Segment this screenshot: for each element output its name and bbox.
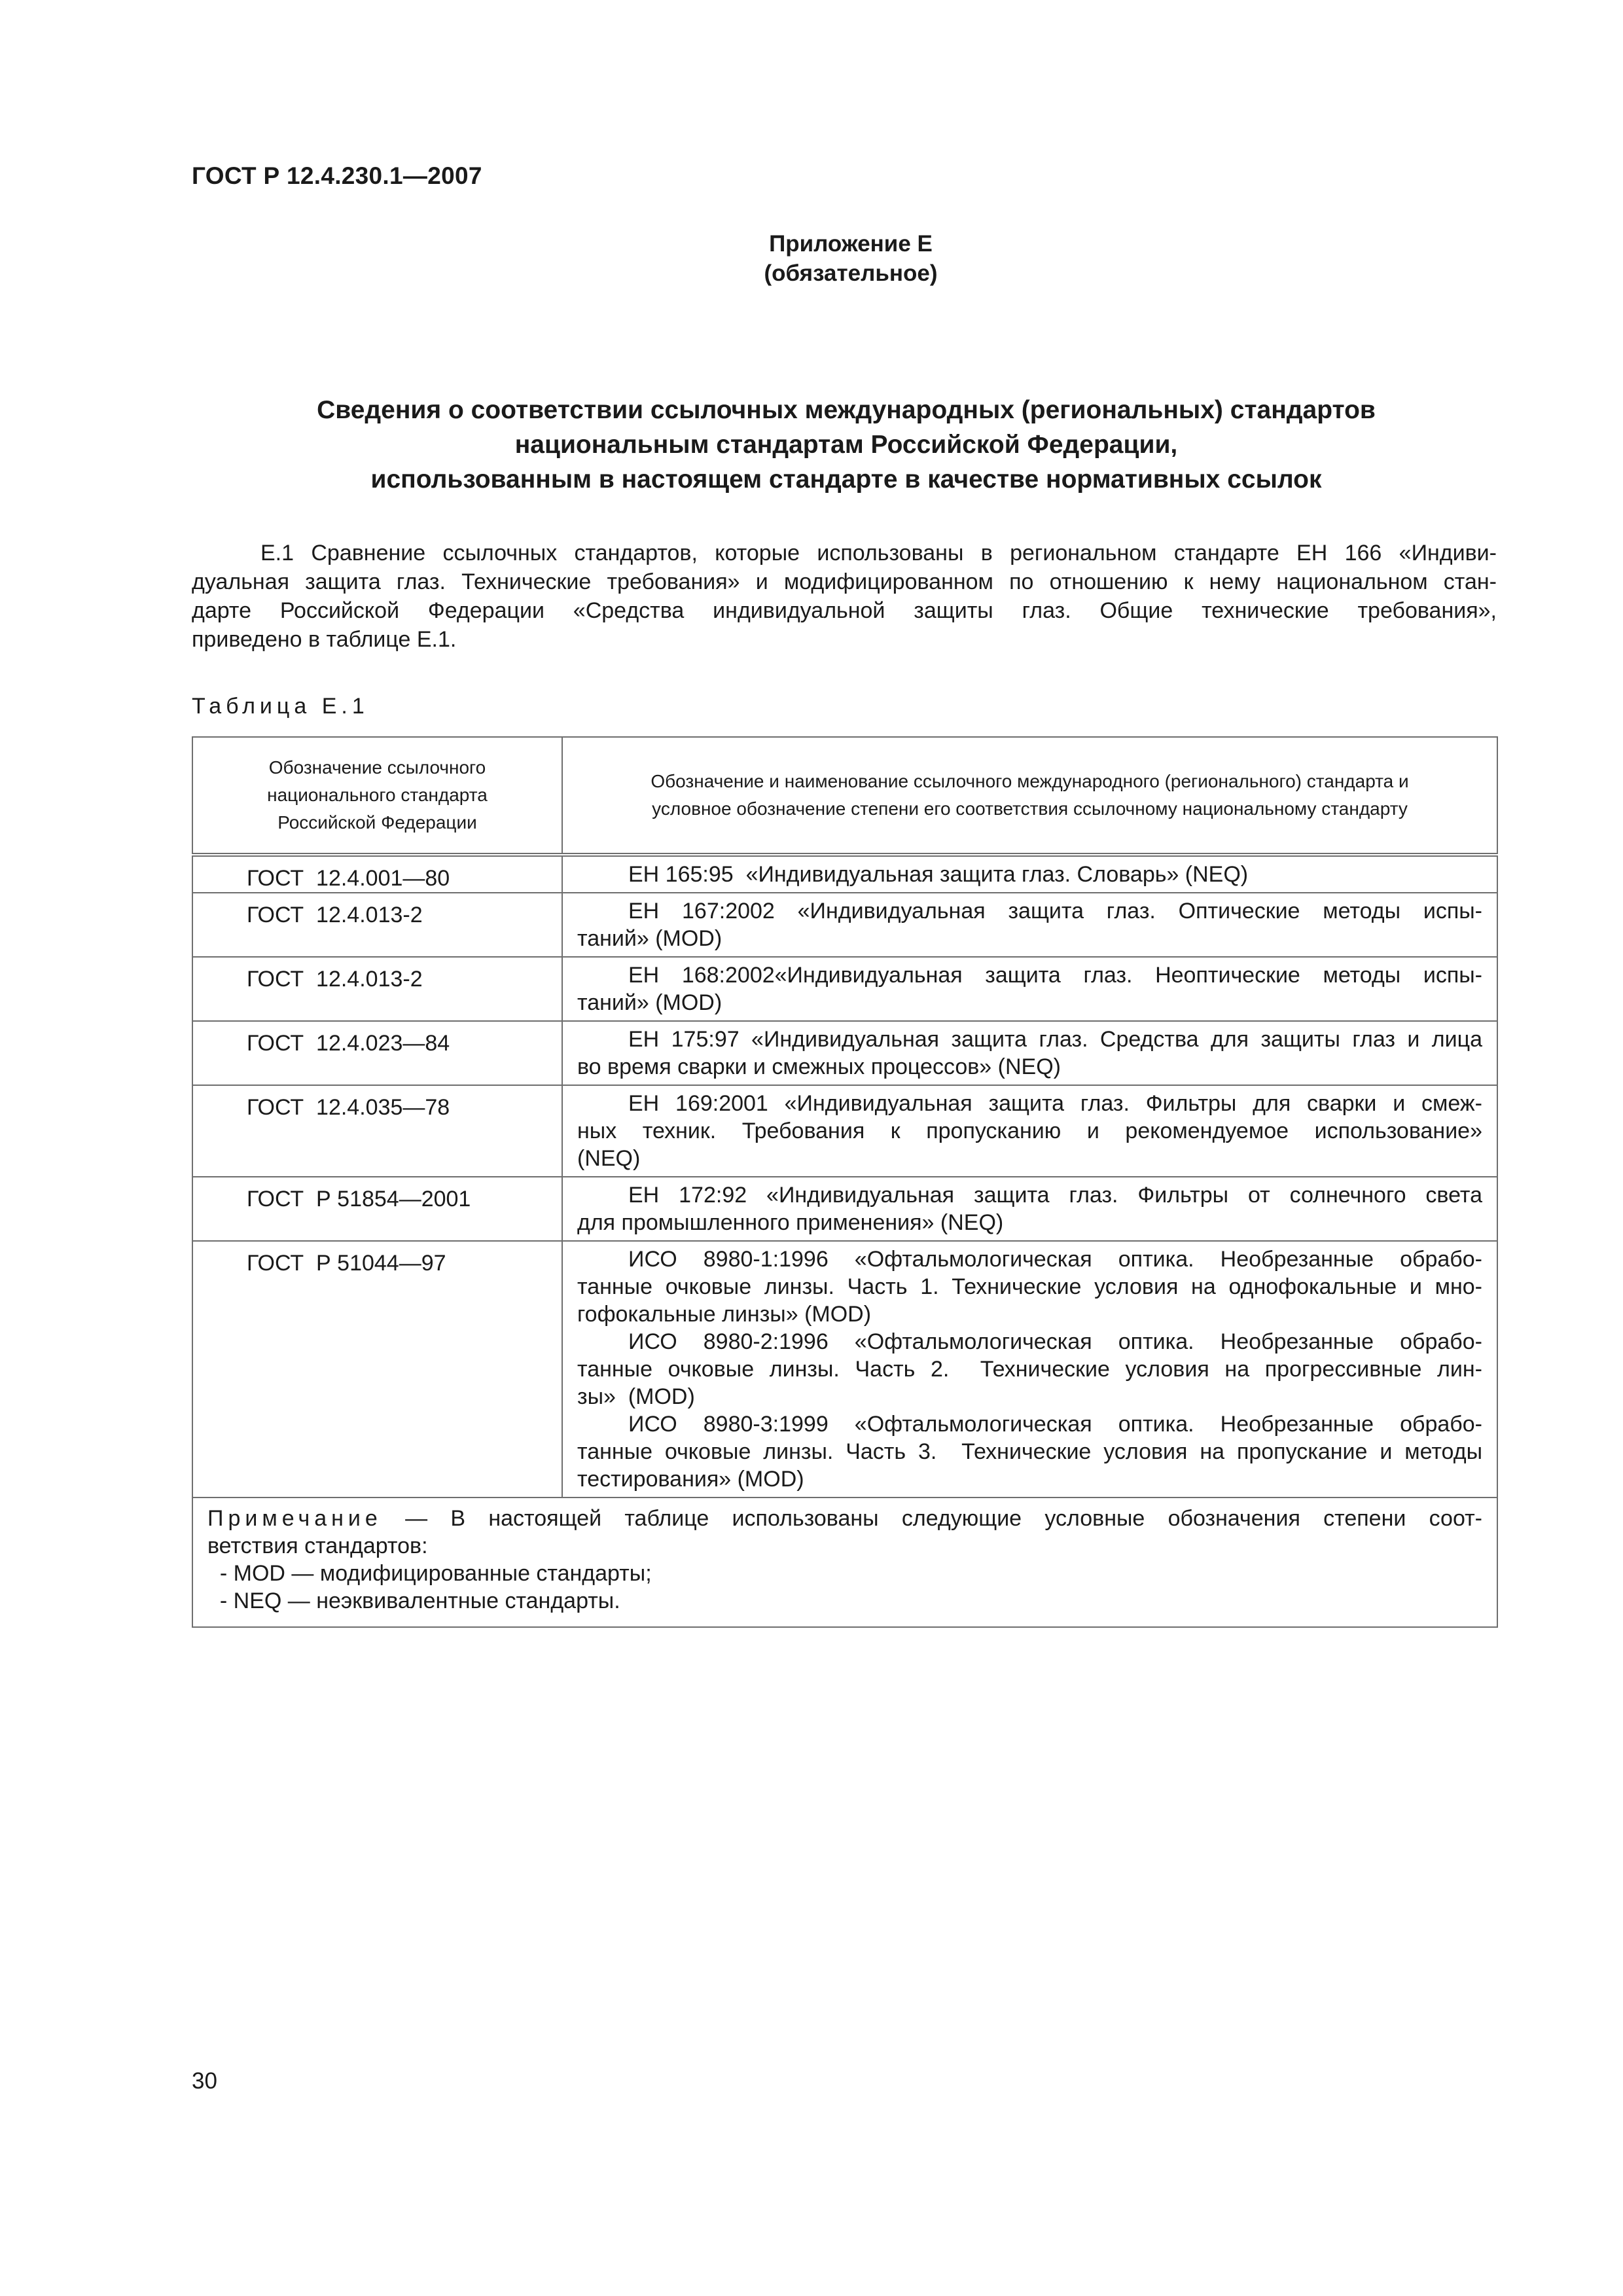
appendix-status: (обязательное) <box>764 260 938 286</box>
description-paragraph <box>577 1246 1482 1328</box>
header-international-standard <box>562 737 1497 855</box>
document-code: ГОСТ Р 12.4.230.1—2007 <box>192 162 482 189</box>
table-row <box>192 957 1497 1021</box>
national-standard-code: ГОСТ Р 51044—97 <box>192 1241 562 1498</box>
reference-standard-description <box>562 1085 1497 1177</box>
description-line: таний» (MOD) <box>577 990 722 1015</box>
description-paragraph <box>577 861 1482 888</box>
note-item-neq: - NEQ — неэквивалентные стандарты. <box>207 1588 620 1613</box>
national-standard-code: ГОСТ 12.4.035—78 <box>192 1085 562 1177</box>
description-line: зы» (MOD) <box>577 1384 695 1409</box>
reference-standard-description <box>562 1021 1497 1085</box>
description-line: (NEQ) <box>577 1146 641 1171</box>
description-line: гофокальные линзы» (MOD) <box>577 1302 872 1327</box>
description-line: ЕН 165:95 «Индивидуальная защита глаз. Словарь» (NEQ) <box>628 862 1249 887</box>
description-paragraph <box>577 1090 1482 1172</box>
heading-line: Сведения о соответствии ссылочных международных (региональных) стандартов <box>317 396 1376 424</box>
description-line: ИСО 8980-2:1996 «Офтальмологическая оптика. Необрезанные обрабо- <box>628 1329 1482 1354</box>
description-paragraph <box>577 1181 1482 1236</box>
national-standard-code: ГОСТ 12.4.013-2 <box>192 893 562 957</box>
header-line: национального стандарта <box>267 785 488 805</box>
appendix-label <box>654 229 1047 288</box>
description-line: танные очковые линзы. Часть 1. Технические условия на однофокальные и мно- <box>577 1274 1482 1299</box>
page-number: 30 <box>192 2068 217 2094</box>
intro-line: дуальная защита глаз. Технические требования» и модифицированном по отношению к нему национальном стан- <box>192 569 1497 594</box>
description-line: тестирования» (MOD) <box>577 1467 804 1492</box>
reference-standard-description <box>562 855 1497 893</box>
national-standard-code: ГОСТ 12.4.013-2 <box>192 957 562 1021</box>
description-line: ЕН 169:2001 «Индивидуальная защита глаз. Фильтры для сварки и смеж- <box>628 1091 1482 1116</box>
description-paragraph <box>577 961 1482 1016</box>
description-line: ЕН 167:2002 «Индивидуальная защита глаз. Оптические методы испы- <box>628 899 1482 924</box>
intro-paragraph <box>192 539 1497 654</box>
appendix-heading <box>192 393 1501 497</box>
intro-line: приведено в таблице Е.1. <box>192 627 457 652</box>
header-line: Обозначение и наименование ссылочного международного (регионального) стандарта и <box>651 771 1409 791</box>
heading-line: национальным стандартам Российской Федерации, <box>514 431 1178 459</box>
table-header-row <box>192 737 1497 855</box>
table-row <box>192 1021 1497 1085</box>
description-line: для промышленного применения» (NEQ) <box>577 1210 1004 1235</box>
description-line: ЕН 168:2002«Индивидуальная защита глаз. Неоптические методы испы- <box>628 963 1482 988</box>
table-row <box>192 1241 1497 1498</box>
note-label: Примечание <box>207 1506 382 1531</box>
note-text: — В настоящей таблице использованы следующие условные обозначения степени соот- <box>382 1506 1482 1531</box>
appendix-title: Приложение Е <box>769 231 933 257</box>
description-paragraph <box>577 1328 1482 1410</box>
table-row <box>192 1177 1497 1241</box>
table-caption: Таблица Е.1 <box>192 694 369 719</box>
header-line: условное обозначение степени его соответствия ссылочному национальному стандарту <box>652 798 1408 819</box>
reference-standard-description <box>562 1241 1497 1498</box>
table-row <box>192 1085 1497 1177</box>
description-line: танные очковые линзы. Часть 3. Технические условия на пропускание и методы <box>577 1439 1482 1464</box>
reference-standard-description <box>562 893 1497 957</box>
description-paragraph <box>577 1026 1482 1081</box>
description-line: ных техник. Требования к пропусканию и рекомендуемое использование» <box>577 1119 1482 1143</box>
table-body <box>192 855 1497 1498</box>
table-note-row <box>192 1498 1497 1627</box>
note-line: ветствия стандартов: <box>207 1534 428 1558</box>
description-paragraph <box>577 897 1482 952</box>
header-line: Обозначение ссылочного <box>268 757 486 778</box>
description-line: во время сварки и смежных процессов» (NEQ) <box>577 1054 1061 1079</box>
description-paragraph <box>577 1410 1482 1493</box>
table-note <box>192 1498 1497 1627</box>
table-row <box>192 893 1497 957</box>
national-standard-code: ГОСТ 12.4.001—80 <box>192 855 562 893</box>
description-line: таний» (MOD) <box>577 926 722 951</box>
national-standard-code: ГОСТ Р 51854—2001 <box>192 1177 562 1241</box>
reference-standard-description <box>562 1177 1497 1241</box>
header-line: Российской Федерации <box>277 812 477 833</box>
national-standard-code: ГОСТ 12.4.023—84 <box>192 1021 562 1085</box>
table-row <box>192 855 1497 893</box>
description-line: ЕН 172:92 «Индивидуальная защита глаз. Фильтры от солнечного света <box>628 1183 1482 1208</box>
description-line: ЕН 175:97 «Индивидуальная защита глаз. Средства для защиты глаз и лица <box>628 1027 1482 1052</box>
description-line: танные очковые линзы. Часть 2. Технические условия на прогрессивные лин- <box>577 1357 1482 1382</box>
note-item-mod: - MOD — модифицированные стандарты; <box>207 1561 652 1586</box>
note-line <box>207 1505 1482 1532</box>
description-line: ИСО 8980-3:1999 «Офтальмологическая оптика. Необрезанные обрабо- <box>628 1412 1482 1437</box>
intro-line: Е.1 Сравнение ссылочных стандартов, которые использованы в региональном стандарте ЕН 166 «Индиви- <box>260 541 1497 565</box>
heading-line: использованным в настоящем стандарте в качестве нормативных ссылок <box>370 465 1322 493</box>
description-line: ИСО 8980-1:1996 «Офтальмологическая оптика. Необрезанные обрабо- <box>628 1247 1482 1272</box>
reference-table <box>192 736 1498 1628</box>
intro-line: дарте Российской Федерации «Средства индивидуальной защиты глаз. Общие технические требования», <box>192 598 1497 623</box>
header-national-standard <box>192 737 562 855</box>
reference-standard-description <box>562 957 1497 1021</box>
